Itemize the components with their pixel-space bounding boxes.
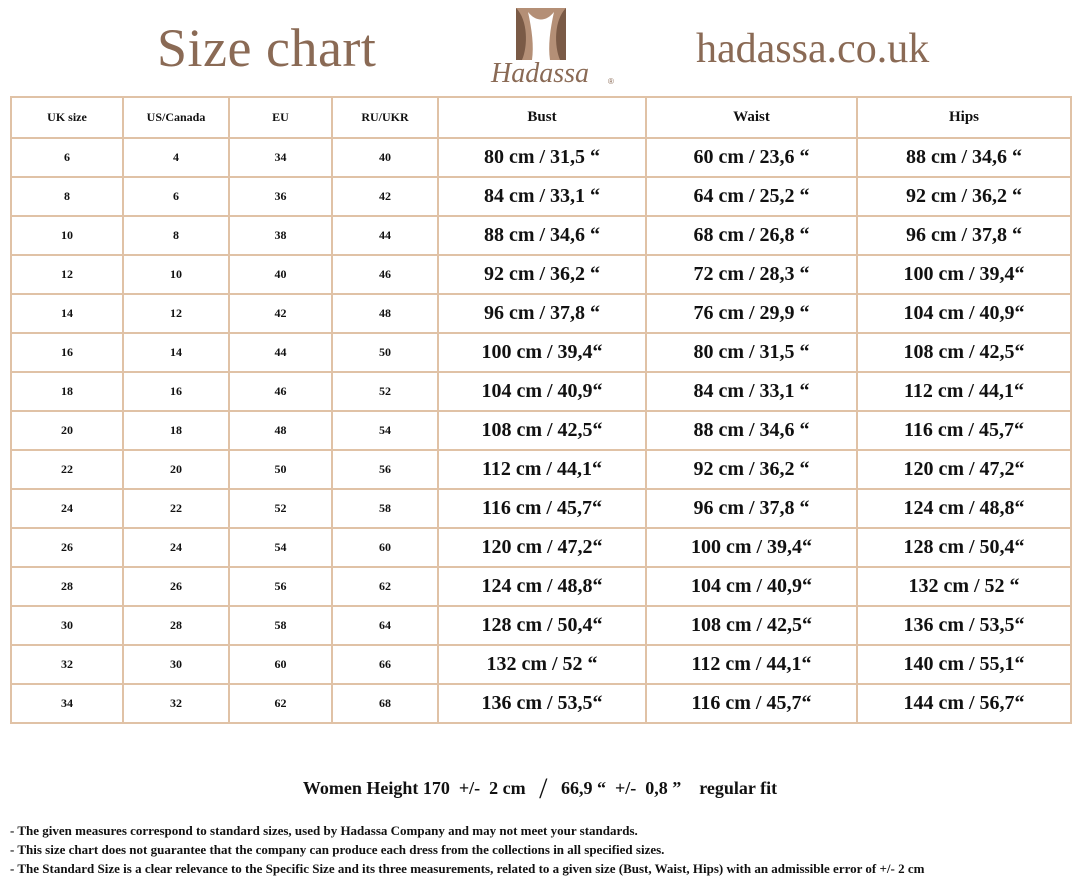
us-canada-cell: 12 — [123, 294, 229, 333]
bust-cell: 112 cm / 44,1“ — [438, 450, 646, 489]
waist-cell: 116 cm / 45,7“ — [646, 684, 857, 723]
uk-size-cell: 32 — [11, 645, 123, 684]
uk-size-cell: 22 — [11, 450, 123, 489]
us-canada-cell: 4 — [123, 138, 229, 177]
column-header-waist: Waist — [646, 97, 857, 138]
eu-cell: 36 — [229, 177, 332, 216]
ru-ukr-cell: 56 — [332, 450, 438, 489]
column-header-us-canada: US/Canada — [123, 97, 229, 138]
table-row — [11, 606, 1071, 645]
uk-size-cell: 10 — [11, 216, 123, 255]
column-header-ru-ukr: RU/UKR — [332, 97, 438, 138]
ru-ukr-cell: 40 — [332, 138, 438, 177]
eu-cell: 56 — [229, 567, 332, 606]
waist-cell: 112 cm / 44,1“ — [646, 645, 857, 684]
note-line: - The Standard Size is a clear relevance to the Specific Size and its three measurements, related to a given size (Bust, Waist, Hips) with an admissible error of +/- 2 cm — [10, 861, 925, 876]
bust-cell: 96 cm / 37,8 “ — [438, 294, 646, 333]
uk-size-cell: 18 — [11, 372, 123, 411]
table-header-row — [11, 97, 1071, 138]
eu-cell: 38 — [229, 216, 332, 255]
hips-cell: 108 cm / 42,5“ — [857, 333, 1071, 372]
us-canada-cell: 24 — [123, 528, 229, 567]
waist-cell: 84 cm / 33,1 “ — [646, 372, 857, 411]
uk-size-cell: 34 — [11, 684, 123, 723]
page-title: Size chart — [157, 18, 377, 78]
ru-ukr-cell: 62 — [332, 567, 438, 606]
uk-size-cell: 6 — [11, 138, 123, 177]
eu-cell: 58 — [229, 606, 332, 645]
us-canada-cell: 6 — [123, 177, 229, 216]
eu-cell: 54 — [229, 528, 332, 567]
table-row — [11, 645, 1071, 684]
bust-cell: 124 cm / 48,8“ — [438, 567, 646, 606]
ru-ukr-cell: 58 — [332, 489, 438, 528]
table-row — [11, 567, 1071, 606]
svg-text:Hadassa: Hadassa — [490, 58, 590, 89]
bust-cell: 136 cm / 53,5“ — [438, 684, 646, 723]
eu-cell: 50 — [229, 450, 332, 489]
hips-cell: 112 cm / 44,1“ — [857, 372, 1071, 411]
bust-cell: 88 cm / 34,6 “ — [438, 216, 646, 255]
bust-cell: 108 cm / 42,5“ — [438, 411, 646, 450]
hips-cell: 104 cm / 40,9“ — [857, 294, 1071, 333]
height-note — [0, 772, 1080, 806]
uk-size-cell: 28 — [11, 567, 123, 606]
us-canada-cell: 26 — [123, 567, 229, 606]
us-canada-cell: 16 — [123, 372, 229, 411]
note-line: - The given measures correspond to standard sizes, used by Hadassa Company and may not meet your standards. — [10, 823, 638, 838]
column-header-uk-size: UK size — [11, 97, 123, 138]
waist-cell: 72 cm / 28,3 “ — [646, 255, 857, 294]
column-header-bust: Bust — [438, 97, 646, 138]
height-note-imperial: 66,9 “ +/- 0,8 ” regular fit — [561, 778, 778, 798]
brand-logo — [466, 6, 614, 90]
ru-ukr-cell: 54 — [332, 411, 438, 450]
bust-cell: 120 cm / 47,2“ — [438, 528, 646, 567]
svg-text:®: ® — [608, 77, 614, 86]
waist-cell: 68 cm / 26,8 “ — [646, 216, 857, 255]
ru-ukr-cell: 60 — [332, 528, 438, 567]
waist-cell: 108 cm / 42,5“ — [646, 606, 857, 645]
height-note-slash: / — [539, 772, 548, 805]
us-canada-cell: 20 — [123, 450, 229, 489]
uk-size-cell: 14 — [11, 294, 123, 333]
ru-ukr-cell: 64 — [332, 606, 438, 645]
column-header-eu: EU — [229, 97, 332, 138]
table-row — [11, 684, 1071, 723]
us-canada-cell: 28 — [123, 606, 229, 645]
eu-cell: 40 — [229, 255, 332, 294]
note-line: - This size chart does not guarantee that the company can produce each dress from the collections in all specified sizes. — [10, 842, 665, 857]
uk-size-cell: 24 — [11, 489, 123, 528]
waist-cell: 104 cm / 40,9“ — [646, 567, 857, 606]
hips-cell: 96 cm / 37,8 “ — [857, 216, 1071, 255]
waist-cell: 60 cm / 23,6 “ — [646, 138, 857, 177]
waist-cell: 92 cm / 36,2 “ — [646, 450, 857, 489]
hips-cell: 124 cm / 48,8“ — [857, 489, 1071, 528]
ru-ukr-cell: 50 — [332, 333, 438, 372]
bust-cell: 132 cm / 52 “ — [438, 645, 646, 684]
table-row — [11, 489, 1071, 528]
table-row — [11, 294, 1071, 333]
eu-cell: 44 — [229, 333, 332, 372]
waist-cell: 64 cm / 25,2 “ — [646, 177, 857, 216]
us-canada-cell: 10 — [123, 255, 229, 294]
waist-cell: 88 cm / 34,6 “ — [646, 411, 857, 450]
website-url: hadassa.co.uk — [696, 26, 930, 72]
waist-cell: 96 cm / 37,8 “ — [646, 489, 857, 528]
bust-cell: 80 cm / 31,5 “ — [438, 138, 646, 177]
table-row — [11, 216, 1071, 255]
eu-cell: 48 — [229, 411, 332, 450]
hips-cell: 128 cm / 50,4“ — [857, 528, 1071, 567]
disclaimer-notes — [10, 821, 1075, 878]
column-header-hips: Hips — [857, 97, 1071, 138]
ru-ukr-cell: 46 — [332, 255, 438, 294]
us-canada-cell: 32 — [123, 684, 229, 723]
bust-cell: 92 cm / 36,2 “ — [438, 255, 646, 294]
hips-cell: 144 cm / 56,7“ — [857, 684, 1071, 723]
size-table — [10, 96, 1072, 724]
hips-cell: 88 cm / 34,6 “ — [857, 138, 1071, 177]
uk-size-cell: 12 — [11, 255, 123, 294]
bust-cell: 116 cm / 45,7“ — [438, 489, 646, 528]
table-row — [11, 255, 1071, 294]
hips-cell: 140 cm / 55,1“ — [857, 645, 1071, 684]
bust-cell: 104 cm / 40,9“ — [438, 372, 646, 411]
table-row — [11, 372, 1071, 411]
eu-cell: 62 — [229, 684, 332, 723]
hips-cell: 132 cm / 52 “ — [857, 567, 1071, 606]
ru-ukr-cell: 52 — [332, 372, 438, 411]
table-row — [11, 528, 1071, 567]
waist-cell: 80 cm / 31,5 “ — [646, 333, 857, 372]
ru-ukr-cell: 66 — [332, 645, 438, 684]
waist-cell: 100 cm / 39,4“ — [646, 528, 857, 567]
hips-cell: 92 cm / 36,2 “ — [857, 177, 1071, 216]
table-row — [11, 177, 1071, 216]
hips-cell: 100 cm / 39,4“ — [857, 255, 1071, 294]
ru-ukr-cell: 42 — [332, 177, 438, 216]
us-canada-cell: 22 — [123, 489, 229, 528]
bust-cell: 100 cm / 39,4“ — [438, 333, 646, 372]
table-row — [11, 450, 1071, 489]
bust-cell: 84 cm / 33,1 “ — [438, 177, 646, 216]
us-canada-cell: 18 — [123, 411, 229, 450]
us-canada-cell: 14 — [123, 333, 229, 372]
uk-size-cell: 8 — [11, 177, 123, 216]
waist-cell: 76 cm / 29,9 “ — [646, 294, 857, 333]
eu-cell: 60 — [229, 645, 332, 684]
table-row — [11, 333, 1071, 372]
table-row — [11, 411, 1071, 450]
eu-cell: 46 — [229, 372, 332, 411]
eu-cell: 34 — [229, 138, 332, 177]
us-canada-cell: 30 — [123, 645, 229, 684]
uk-size-cell: 26 — [11, 528, 123, 567]
ru-ukr-cell: 44 — [332, 216, 438, 255]
eu-cell: 42 — [229, 294, 332, 333]
uk-size-cell: 16 — [11, 333, 123, 372]
hips-cell: 120 cm / 47,2“ — [857, 450, 1071, 489]
height-note-metric: Women Height 170 +/- 2 cm — [302, 778, 526, 798]
us-canada-cell: 8 — [123, 216, 229, 255]
hips-cell: 136 cm / 53,5“ — [857, 606, 1071, 645]
eu-cell: 52 — [229, 489, 332, 528]
table-row — [11, 138, 1071, 177]
ru-ukr-cell: 48 — [332, 294, 438, 333]
uk-size-cell: 30 — [11, 606, 123, 645]
uk-size-cell: 20 — [11, 411, 123, 450]
bust-cell: 128 cm / 50,4“ — [438, 606, 646, 645]
ru-ukr-cell: 68 — [332, 684, 438, 723]
hips-cell: 116 cm / 45,7“ — [857, 411, 1071, 450]
